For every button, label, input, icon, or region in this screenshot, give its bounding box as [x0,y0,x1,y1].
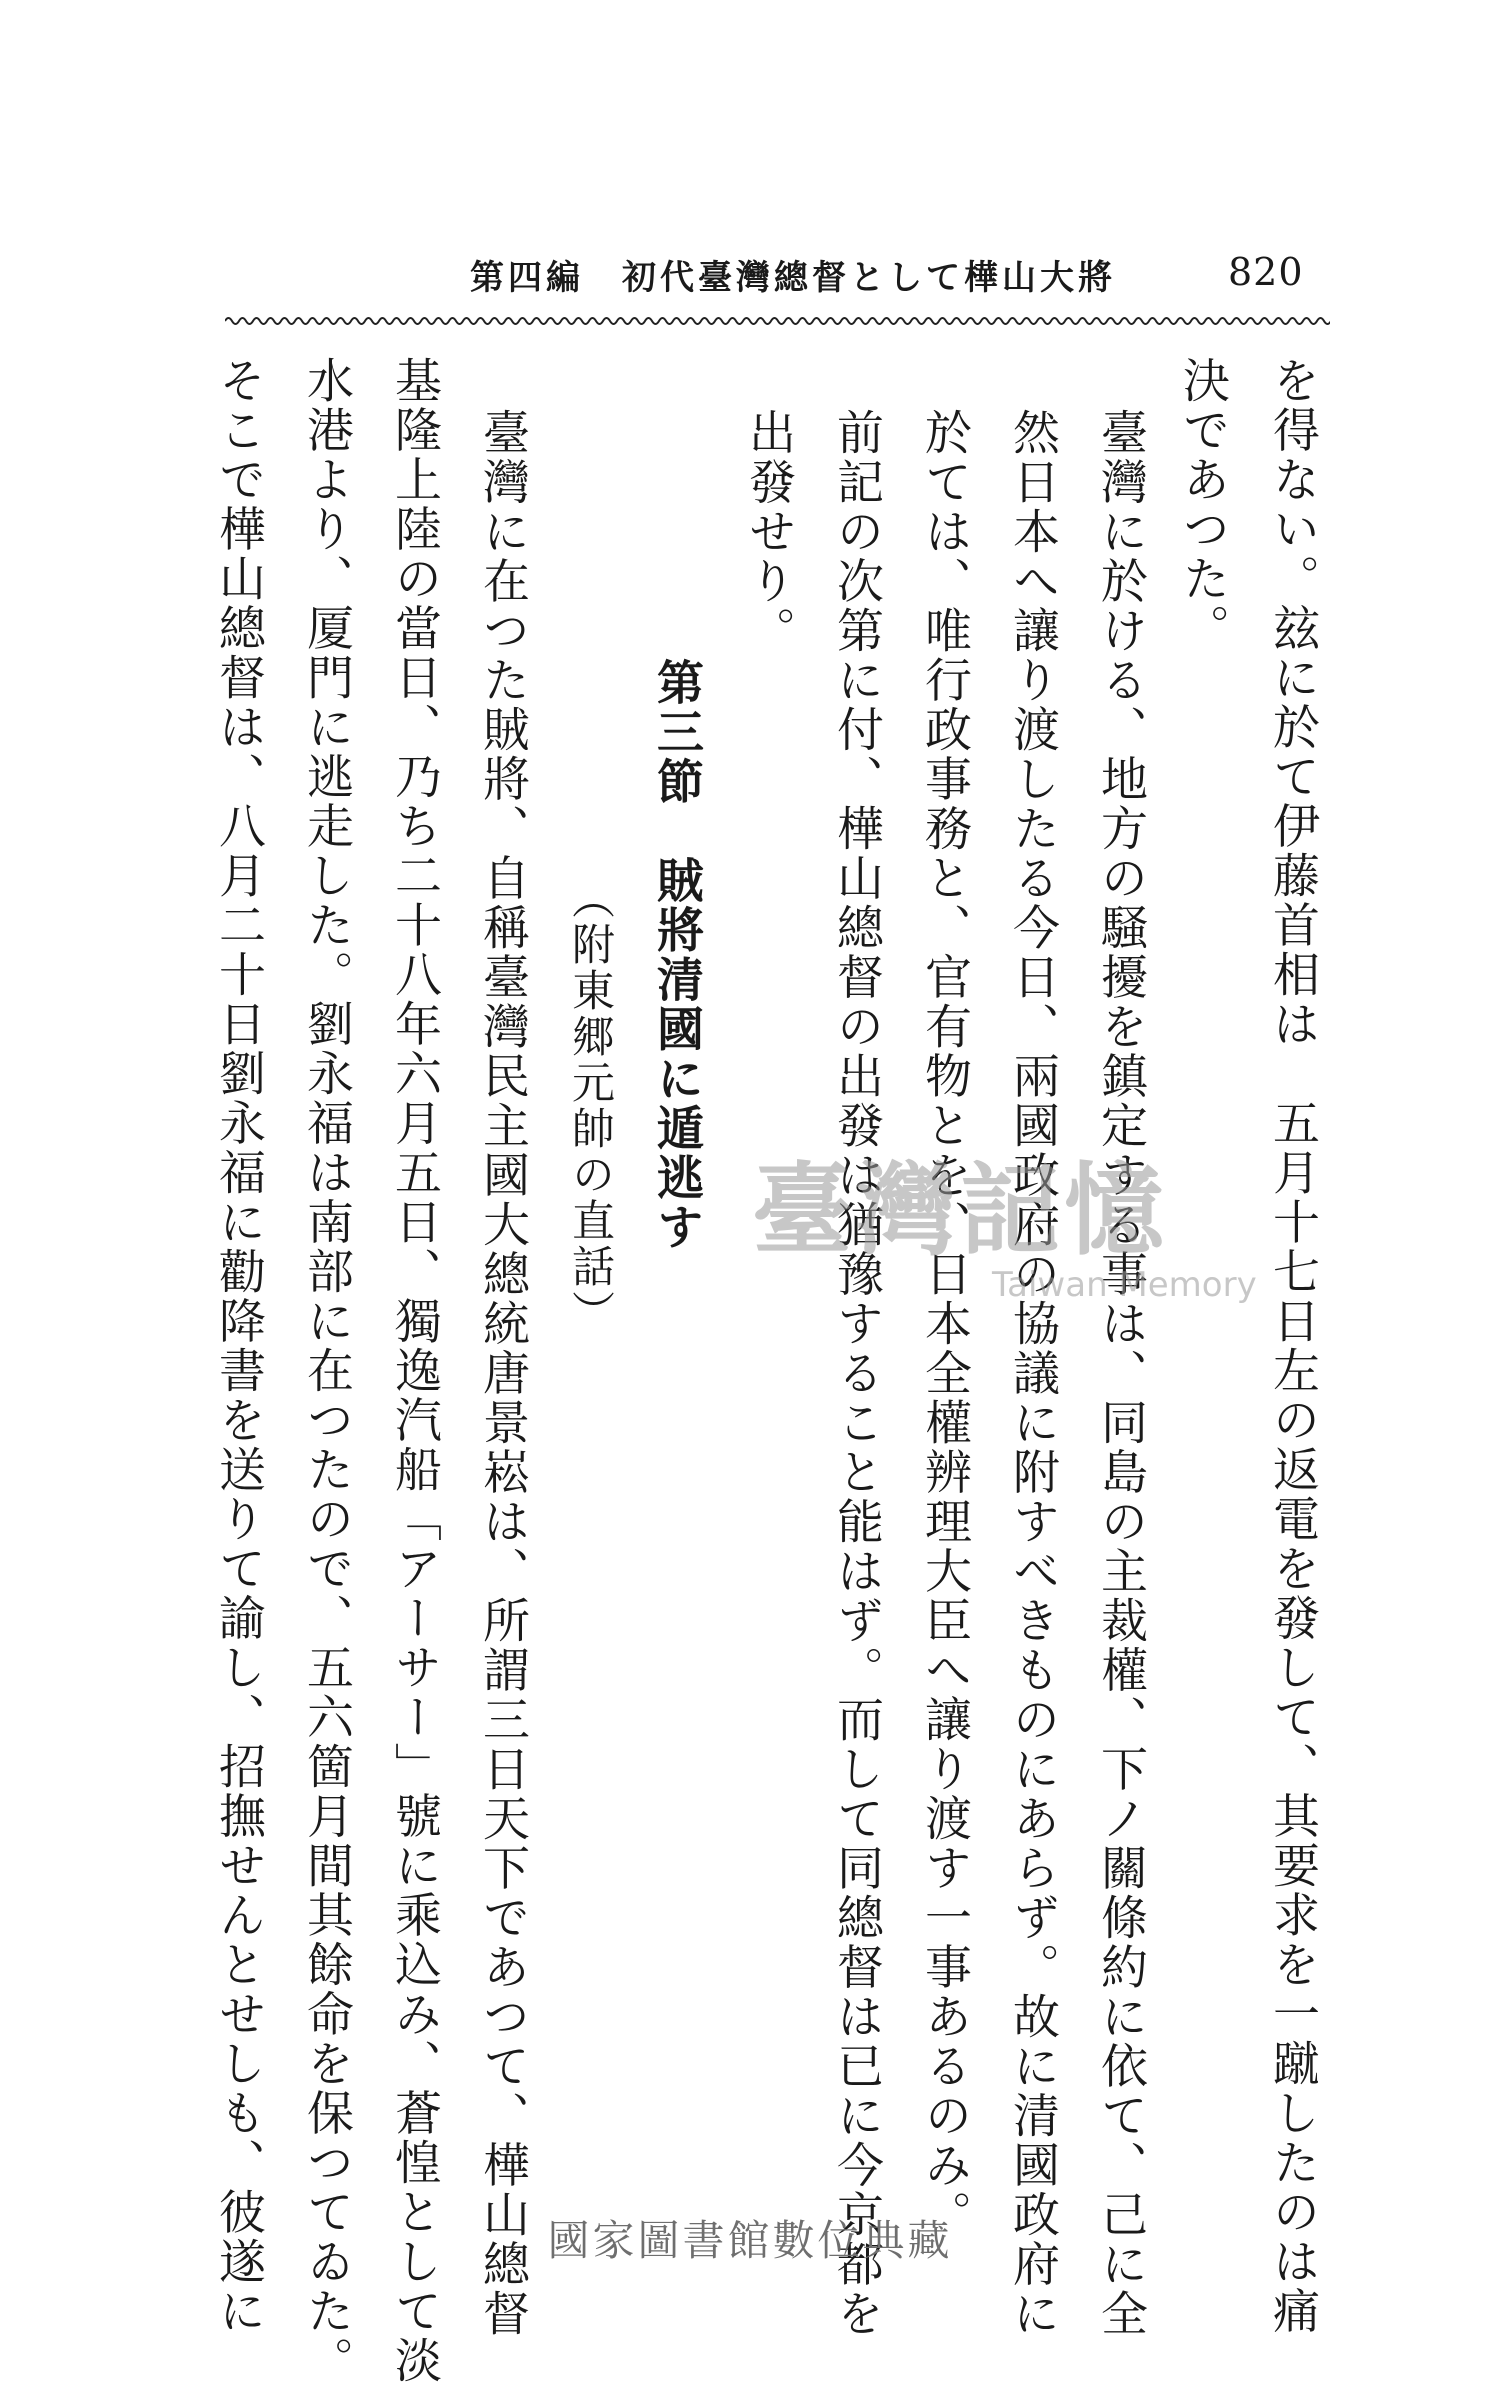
watermark-logo [752,1130,1257,1340]
header-wavy-rule [225,314,1330,328]
section-heading: 第三節 賊將清國に遁逃す [649,658,704,1252]
text-column-1: を得ない。玆に於て伊藤首相は 五月十七日左の返電を發して、其要求を一蹴したのは痛 [1265,356,1320,2336]
text-column-10: 臺灣に在つた賊將、自稱臺灣民主國大總統唐景崧は、所謂三日天下であつて、樺山總督 [475,408,530,2339]
text-column-12: 水港より、厦門に逃走した。劉永福は南部に在つたので、五六箇月間其餘命を保つてゐた。 [299,356,354,2386]
text-column-11: 基隆上陸の當日、乃ち二十八年六月五日、獨逸汽船「アーサー」號に乘込み、蒼惶として淡 [387,356,442,2386]
page-number: 820 [1228,250,1304,294]
running-head: 第四編 初代臺灣總督として樺山大將 [470,258,1116,298]
text-column-7: 出發せり。 [741,408,796,656]
footer-credit: 國家圖書館數位典藏 [547,2216,953,2265]
watermark-title: 臺灣記憶 [752,1151,1168,1269]
section-subheading: （附東郷元帥の直話） [565,876,615,1336]
watermark-subtitle: Taiwan Memory [992,1265,1257,1305]
text-column-3: 臺灣に於ける、地方の騒擾を鎮定する事は、同島の主裁權、下ノ關條約に依て、己に全 [1093,408,1148,2339]
text-column-13: そこで樺山總督は、八月二十日劉永福に勸降書を送りて諭し、招撫せんとせしも、彼遂に [211,356,266,2336]
text-column-4: 然日本へ讓り渡したる今日、兩國政府の協議に附すべきものにあらず。故に清國政府に [1005,408,1060,2339]
text-column-6: 前記の次第に付、樺山總督の出發は猶豫すること能はず。而して同總督は已に今京都を [829,408,884,2339]
text-column-2: 決であつた。 [1175,356,1230,653]
text-column-5: 於ては、唯行政事務と、官有物とを、日本全權辨理大臣へ讓り渡す一事あるのみ。 [917,408,972,2240]
